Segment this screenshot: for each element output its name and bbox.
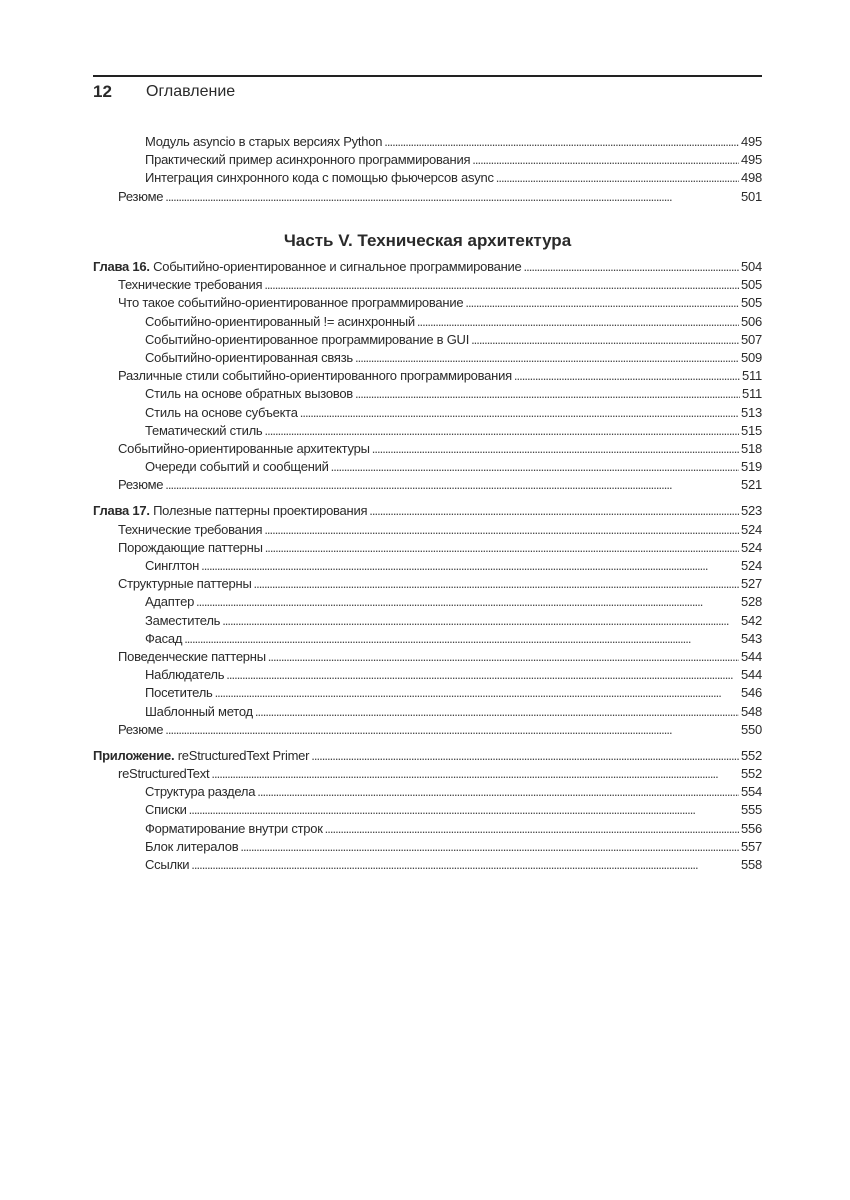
page-ref: 495: [741, 134, 762, 149]
toc-entry-title: [93, 503, 367, 518]
dot-leader: [465, 295, 739, 310]
entry-text: Шаблонный метод: [145, 703, 253, 719]
entry-text: Событийно-ориентированный != асинхронный: [145, 313, 415, 329]
dot-leader: [264, 522, 739, 537]
toc-entry-title: [145, 802, 187, 817]
page-ref: 511: [742, 386, 762, 402]
toc-entry-title: [145, 594, 194, 609]
entry-text: Событийно-ориентированная связь: [145, 349, 353, 365]
page-ref: 544: [741, 667, 762, 683]
dot-leader: [257, 784, 739, 799]
entry-text: Блок литералов: [145, 838, 239, 854]
page-ref: 524: [741, 539, 762, 555]
page-ref: 515: [741, 422, 762, 438]
toc-entry[interactable]: [93, 540, 762, 558]
dot-leader: [254, 576, 740, 591]
entry-text: Фасад: [145, 630, 183, 646]
toc-entry-title: [145, 350, 353, 365]
toc-entry-title: [145, 613, 220, 628]
toc-chapter[interactable]: [93, 748, 762, 766]
toc-entry[interactable]: [93, 405, 762, 423]
toc-entry[interactable]: [93, 332, 762, 350]
toc-entry-title: [118, 722, 163, 737]
entry-text: Резюме: [118, 477, 164, 493]
toc-entry-title: [145, 170, 494, 185]
page-ref: 558: [741, 857, 762, 872]
toc-entry[interactable]: [93, 152, 762, 170]
toc-entry[interactable]: [93, 441, 762, 459]
dot-leader: [384, 134, 739, 149]
toc-entry-title: [145, 386, 353, 401]
dot-leader: [184, 631, 739, 646]
spacer: [93, 495, 762, 503]
toc-entry-title: [145, 821, 323, 836]
dot-leader: [165, 477, 739, 492]
dot-leader: [189, 802, 739, 817]
page-ref: 524: [741, 558, 762, 573]
toc-entry[interactable]: [93, 685, 762, 703]
page-ref: 552: [741, 747, 762, 763]
dot-leader: [264, 277, 739, 292]
toc-entry-title: [118, 540, 263, 555]
toc-entry-title: [145, 784, 255, 799]
page-ref: 524: [741, 521, 762, 537]
entry-text: Структура раздела: [145, 784, 256, 800]
dot-leader: [471, 332, 739, 347]
toc-entry[interactable]: [93, 704, 762, 722]
toc-entry-title: [145, 685, 213, 700]
page-ref: 505: [741, 277, 762, 293]
toc-chapter[interactable]: [93, 503, 762, 521]
toc-entry[interactable]: [93, 386, 762, 404]
entry-text: Заместитель: [145, 612, 221, 628]
page-ref: 504: [741, 259, 762, 274]
entry-text: Стиль на основе обратных вызовов: [145, 386, 353, 402]
dot-leader: [191, 857, 739, 872]
entry-text: Стиль на основе субъекта: [145, 404, 298, 420]
entry-text: Полезные паттерны проектирования: [153, 503, 368, 519]
page-ref: 513: [741, 404, 762, 420]
dot-leader: [240, 839, 739, 854]
toc-entry[interactable]: [93, 459, 762, 477]
page-ref: 519: [741, 459, 762, 475]
entry-text: Посетитель: [145, 685, 213, 701]
entry-text: Списки: [145, 802, 187, 818]
toc-entry-title: [145, 631, 182, 646]
page-ref: 556: [741, 820, 762, 836]
entry-text: Форматирование внутри строк: [145, 820, 323, 836]
page-ref: 543: [741, 630, 762, 646]
entry-text: Очереди событий и сообщений: [145, 459, 329, 475]
toc-entry[interactable]: [93, 277, 762, 295]
toc-entry[interactable]: [93, 423, 762, 441]
part-title: Часть V. Техническая архитектура: [283, 231, 572, 250]
dot-leader: [165, 189, 739, 204]
dot-leader: [325, 821, 739, 836]
page-ref: 495: [741, 152, 762, 168]
toc-entry[interactable]: [93, 350, 762, 368]
page-ref: 523: [741, 503, 762, 519]
dot-leader: [226, 667, 739, 682]
page-ref: 550: [741, 721, 762, 737]
entry-text: Ссылки: [145, 857, 190, 872]
toc-continued-entries: [93, 134, 762, 207]
toc-entry[interactable]: [93, 839, 762, 857]
toc-entry[interactable]: [93, 722, 762, 740]
entry-text: Различные стили событийно-ориентированного программирования: [118, 368, 512, 384]
toc-entry[interactable]: [93, 576, 762, 594]
toc-entry[interactable]: [93, 802, 762, 820]
toc-entry[interactable]: [93, 558, 762, 576]
toc-entry-title: [118, 649, 266, 664]
toc-entry-title: [93, 748, 309, 763]
dot-leader: [524, 259, 740, 274]
page-ref: 554: [741, 784, 762, 800]
toc-entry-title: [118, 766, 209, 781]
entry-text: Синглтон: [145, 558, 200, 573]
toc-entry[interactable]: [93, 594, 762, 612]
entry-text: Адаптер: [145, 594, 195, 610]
page-ref: 555: [741, 802, 762, 818]
entry-text: Резюме: [118, 721, 164, 737]
toc-entry-title: [145, 423, 262, 438]
toc-entry[interactable]: [93, 477, 762, 495]
entry-text: reStructuredText: [118, 766, 210, 782]
dot-leader: [355, 350, 739, 365]
toc-entry-title: [145, 134, 382, 149]
dot-leader: [211, 766, 739, 781]
toc-entry-title: [145, 314, 415, 329]
toc-entry[interactable]: [93, 368, 762, 386]
toc-entry-title: [145, 459, 329, 474]
page-ref: 527: [741, 576, 762, 592]
page-ref: 505: [741, 295, 762, 311]
dot-leader: [372, 441, 739, 456]
entry-text: Резюме: [118, 188, 164, 204]
toc-chapters: [93, 259, 762, 875]
page-ref: 548: [741, 703, 762, 719]
entry-text: reStructuredText Primer: [177, 747, 310, 763]
entry-text: Событийно-ориентированные архитектуры: [118, 440, 370, 456]
toc-entry[interactable]: [93, 821, 762, 839]
dot-leader: [265, 540, 739, 555]
entry-text: Что такое событийно-ориентированное программирование: [118, 295, 464, 311]
toc-entry[interactable]: [93, 667, 762, 685]
dot-leader: [201, 558, 739, 573]
toc-entry[interactable]: [93, 170, 762, 188]
dot-leader: [417, 314, 739, 329]
dot-leader: [331, 459, 739, 474]
dot-leader: [355, 386, 740, 401]
page-ref: 552: [741, 766, 762, 782]
page-ref: 557: [741, 838, 762, 854]
toc-entry[interactable]: [93, 766, 762, 784]
toc-entry-title: [118, 576, 252, 591]
page-ref: 544: [741, 648, 762, 664]
dot-leader: [369, 503, 739, 518]
page-ref: 542: [741, 612, 762, 628]
dot-leader: [196, 594, 739, 609]
toc-entry[interactable]: [93, 649, 762, 667]
toc-entry-title: [145, 839, 238, 854]
spacer: [93, 740, 762, 748]
toc-entry[interactable]: [93, 295, 762, 313]
page-number: 12: [93, 82, 112, 101]
toc-entry-title: [145, 558, 199, 573]
entry-text: Интеграция синхронного кода с помощью фьючерсов async: [145, 170, 494, 186]
toc-entry-title: [118, 477, 163, 492]
page-ref: 518: [741, 440, 762, 456]
toc-entry[interactable]: [93, 522, 762, 540]
page-ref: 509: [741, 349, 762, 365]
toc-chapter[interactable]: [93, 259, 762, 277]
page-ref: 521: [741, 477, 762, 493]
entry-text: Практический пример асинхронного программирования: [145, 152, 471, 168]
toc-entry-title: [145, 667, 224, 682]
dot-leader: [264, 423, 739, 438]
dot-leader: [311, 748, 739, 763]
toc-entry[interactable]: [93, 189, 762, 207]
toc-entry-title: [118, 189, 163, 204]
toc-entry-title: [145, 857, 189, 872]
toc-entry-title: [145, 405, 298, 420]
dot-leader: [514, 368, 740, 383]
toc-entry-title: [118, 368, 512, 383]
entry-text: Модуль asyncio в старых версиях Python: [145, 134, 383, 149]
page-ref: 501: [741, 188, 762, 204]
header-rule: [93, 75, 762, 77]
dot-leader: [255, 704, 739, 719]
toc-entry-title: [118, 295, 463, 310]
toc-entry-title: [118, 277, 262, 292]
toc-entry-title: [145, 704, 253, 719]
dot-leader: [222, 613, 739, 628]
entry-text: Порождающие паттерны: [118, 539, 263, 555]
page-ref: 528: [741, 594, 762, 610]
dot-leader: [165, 722, 739, 737]
toc-entry-title: [118, 522, 262, 537]
toc-entry[interactable]: [93, 613, 762, 631]
entry-text: Поведенческие паттерны: [118, 648, 266, 664]
toc-entry[interactable]: [93, 857, 762, 875]
toc-entry[interactable]: [93, 134, 762, 152]
toc-entry-title: [145, 332, 469, 347]
dot-leader: [496, 170, 739, 185]
entry-text: Тематический стиль: [145, 422, 263, 438]
page-ref: 506: [741, 313, 762, 329]
chapter-label: Глава 17.: [93, 503, 150, 519]
page-ref: 507: [741, 331, 762, 347]
toc-entry[interactable]: [93, 784, 762, 802]
page-ref: 511: [742, 368, 762, 384]
entry-text: Наблюдатель: [145, 667, 225, 683]
running-header-title: Оглавление: [146, 83, 236, 100]
dot-leader: [472, 152, 739, 167]
page-ref: 498: [741, 170, 762, 186]
entry-text: Технические требования: [118, 277, 263, 293]
toc-entry-title: [93, 259, 522, 274]
toc-entry-title: [118, 441, 370, 456]
dot-leader: [300, 405, 739, 420]
dot-leader: [215, 685, 739, 700]
toc-entry-title: [145, 152, 470, 167]
toc-entry[interactable]: [93, 314, 762, 332]
entry-text: Событийно-ориентированное программирование в GUI: [145, 331, 470, 347]
entry-text: Событийно-ориентированное и сигнальное программирование: [153, 259, 522, 274]
entry-text: Структурные паттерны: [118, 576, 252, 592]
toc-entry[interactable]: [93, 631, 762, 649]
chapter-label: Глава 16.: [93, 259, 150, 274]
entry-text: Технические требования: [118, 521, 263, 537]
page-ref: 546: [741, 685, 762, 701]
chapter-label: Приложение.: [93, 747, 175, 763]
dot-leader: [268, 649, 739, 664]
